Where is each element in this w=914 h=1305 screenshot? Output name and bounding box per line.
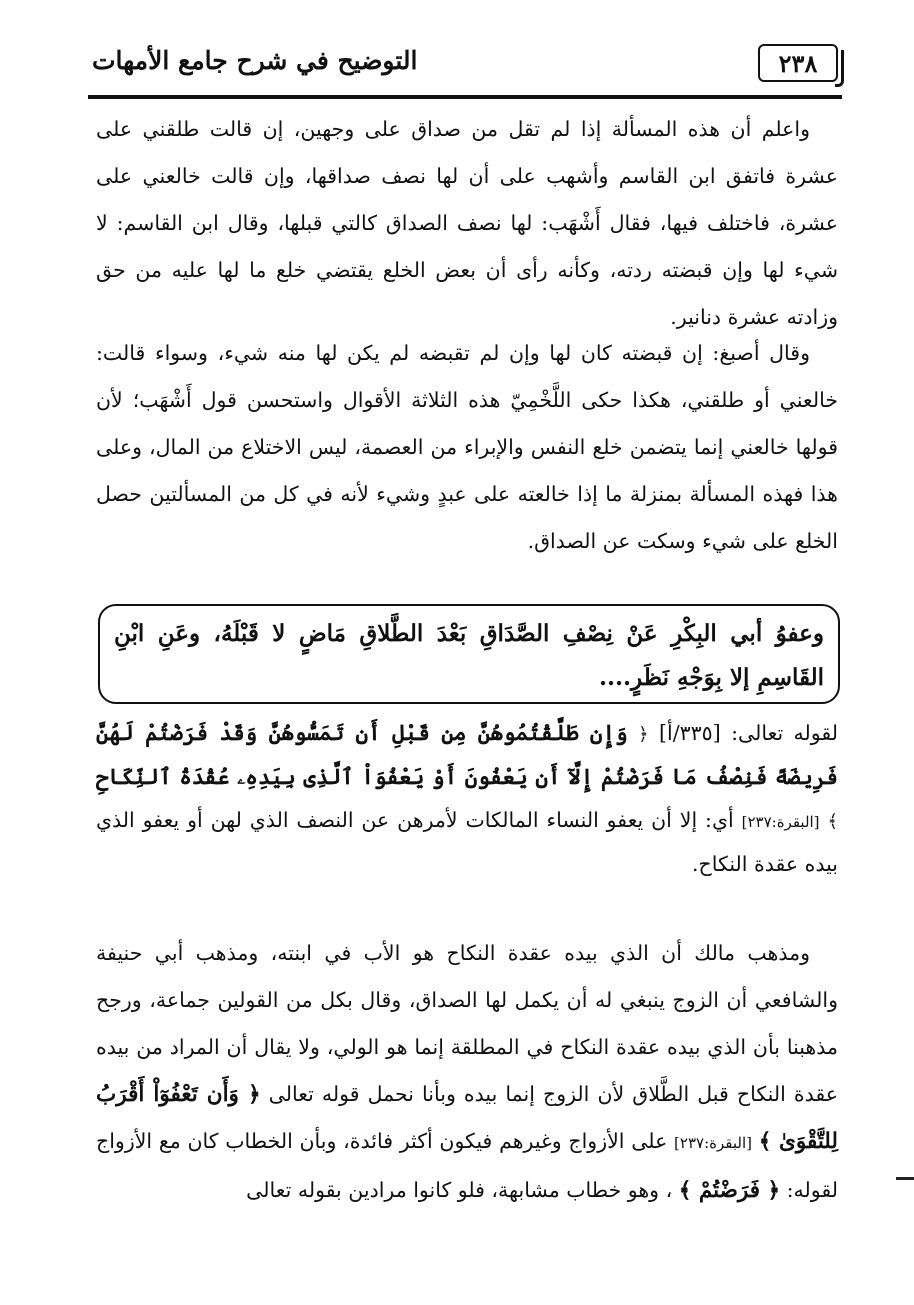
verse-reference: [البقرة:٢٣٧] [741,813,820,831]
book-title: التوضيح في شرح جامع الأمهات [92,46,418,75]
paragraph-3-text [96,712,838,885]
verse-close-bracket: ﴾ [827,811,838,832]
verse-reference-2: [البقرة:٢٣٧] [674,1134,752,1152]
verse-open-bracket: ﴿ [638,724,649,745]
paragraph-3 [96,712,838,885]
matn-box [98,604,840,704]
edge-mark [896,1177,914,1180]
paragraph-4-part-a: ومذهب مالك أن الذي بيده عقدة النكاح هو الأب في ابنته، ومذهب أبي حنيفة والشافعي أن الزوج ينبغي له أن يكمل لها الصداق، وقال بكل من القولين جماعة، ورجح مذهبنا بأن الذي بيده عقدة النكاح في المطلقة إنما هو الولي، ولا يقال أن المراد من بيده عقدة النكاح قبل الطَّلاق لأن الزوج إنما بيده وبأنا نحمل قوله تعالى [96,941,838,1106]
quran-verse-2: ﴿ وَأَن تَعْفُوٓاْ أَقْرَبُ لِلتَّقْوَىٰ ﴾ [96,1082,838,1154]
header-rule [88,95,842,99]
paragraph-4-text [96,930,838,1214]
running-header [88,42,838,92]
paragraph-4 [96,930,838,1214]
commentary-explanation: أي: إلا أن يعفو النساء المالكات لأمرهن عن النصف الذي لهن أو يعفو الذي بيده عقدة النكاح. [96,808,838,876]
paragraph-1-text: واعلم أن هذه المسألة إذا لم تقل من صداق على وجهين، إن قالت طلقني على عشرة فاتفق ابن القاسم وأشهب على أن لها نصف صداقها، وإن قالت خالعني على عشرة، فاختلف فيها، فقال أَشْهَب: لها نصف الصداق كالتي قبلها، وقال ابن القاسم: لا شيء لها وإن قبضته ردته، وكأنه رأى أن بعض الخلع يقتضي خلع ما لها عليه من حق وزادته عشرة دنانير. [96,117,838,329]
paragraph-2-text: وقال أصبغ: إن قبضته كان لها وإن لم تقبضه لم يكن لها منه شيء، وسواء قالت: خالعني أو طلقني، هكذا حكى اللَّخْمِيّ هذه الثلاثة الأقوال واستحسن قول أَشْهَب؛ لأن قولها خالعني إنما يتضمن خلع النفس والإبراء من العصمة، ليس الاختلاع من المال، وعلى هذا فهذه المسألة بمنزلة ما إذا خالعته على عبدٍ وشيء لأنه في كل من المسألتين حصل الخلع على شيء وسكت عن الصداق. [96,341,838,553]
matn-text: وعفوُ أبي البِكْرِ عَنْ نِصْفِ الصَّدَاقِ بَعْدَ الطَّلاقِ مَاضٍ لا قَبْلَهُ، وعَنِ ابْنِ القَاسِمِ إلا بِوَجْهِ نَظَرٍ.... [114,620,824,691]
paragraph-2 [96,330,838,565]
page-number-box [758,44,838,82]
paragraph-1 [96,106,838,341]
page-number: ٢٣٨ [778,48,818,78]
paragraph-4-part-b: على الأزواج وغيرهم فيكون أكثر فائدة، وبأن الخطاب كان مع الأزواج لقوله: [96,1129,838,1202]
commentary-intro: لقوله تعالى: [٣٣٥/أ] [659,721,838,745]
quran-verse-3: ﴿ فَرَضْتُمْ ﴾ [678,1178,781,1203]
quran-verse: وَإِن طَلَّقْتُمُوهُنَّ مِن قَبْلِ أَن تَمَسُّوهُنَّ وَقَدْ فَرَضْتُمْ لَهُنَّ فَرِيضَةً فَنِصْفُ مَا فَرَضْتُمْ إِلَّآ أَن يَعْفُونَ أَوْ يَعْفُوَاْ ٱلَّذِى بِيَدِهِۦ عُقْدَةُ ٱلنِّكَاحِ [96,721,838,790]
paragraph-4-part-c: ، وهو خطاب مشابهة، فلو كانوا مرادين بقوله تعالى [246,1178,673,1202]
